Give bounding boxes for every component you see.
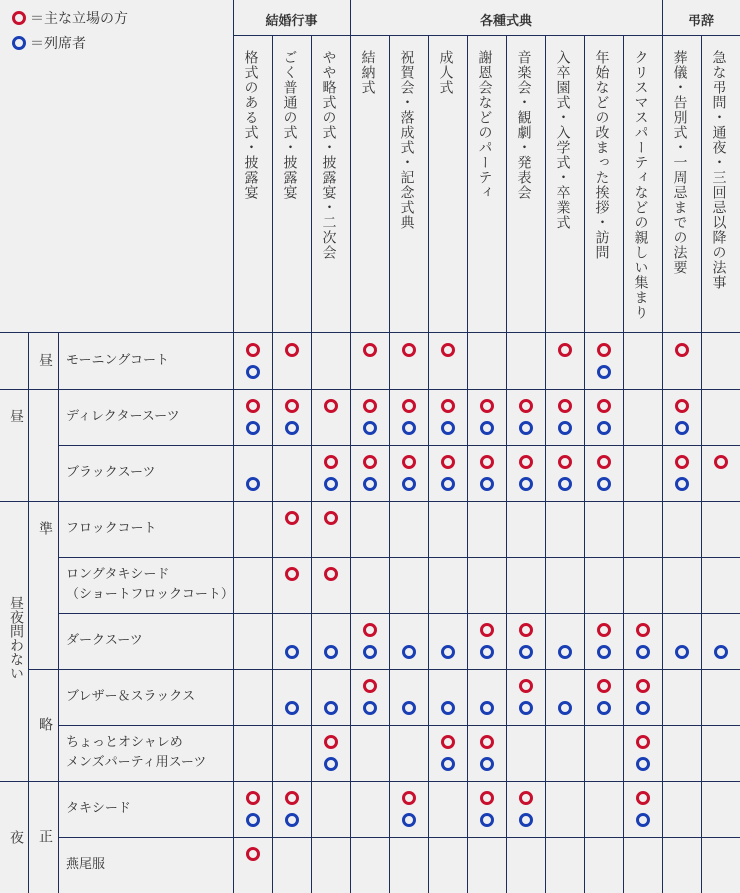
row-label: タキシード (66, 801, 131, 816)
host-mark (558, 399, 572, 413)
guest-mark (558, 645, 572, 659)
guest-mark (441, 477, 455, 491)
guest-mark (714, 645, 728, 659)
column-divider (701, 35, 702, 893)
column-header: 格式のある式・披露宴 (242, 50, 259, 200)
host-mark (597, 399, 611, 413)
guest-mark (441, 701, 455, 715)
group-divider (350, 0, 351, 893)
column-divider (389, 35, 390, 893)
host-mark (246, 847, 260, 861)
guest-mark (285, 813, 299, 827)
formality-category: 正 (37, 829, 53, 843)
time-category: 昼 (8, 409, 24, 423)
row-divider (58, 837, 740, 838)
row-label: ディレクタースーツ (66, 409, 180, 424)
column-header: 謝恩会などのパーティ (476, 50, 493, 200)
host-mark (675, 399, 689, 413)
column-header: クリスマスパーティなどの親しい集まり (632, 50, 649, 320)
guest-mark (285, 421, 299, 435)
host-mark (324, 399, 338, 413)
guest-mark (480, 421, 494, 435)
host-mark (597, 343, 611, 357)
host-mark (558, 343, 572, 357)
row-divider (58, 389, 740, 390)
column-header: ごく普通の式・披露宴 (281, 50, 298, 200)
guest-mark (597, 421, 611, 435)
row-divider (58, 445, 740, 446)
host-mark (246, 343, 260, 357)
guest-mark (402, 645, 416, 659)
guest-mark (519, 701, 533, 715)
row-divider (28, 389, 58, 390)
host-mark (363, 343, 377, 357)
column-header: 成人式 (437, 50, 454, 95)
row-divider (28, 669, 58, 670)
host-mark (285, 511, 299, 525)
guest-mark (675, 477, 689, 491)
column-header: 入卒園式・入学式・卒業式 (554, 50, 571, 230)
host-mark (675, 343, 689, 357)
host-mark (480, 735, 494, 749)
column-header: 祝賀会・落成式・記念式典 (398, 50, 415, 230)
column-divider (506, 35, 507, 893)
guest-mark (675, 421, 689, 435)
column-divider (467, 35, 468, 893)
guest-mark (480, 645, 494, 659)
host-mark (363, 679, 377, 693)
red-circle-icon (12, 11, 26, 25)
guest-mark (402, 421, 416, 435)
group-divider (662, 0, 663, 893)
row-divider (0, 781, 58, 782)
guest-mark (519, 477, 533, 491)
host-mark (636, 623, 650, 637)
guest-mark (402, 701, 416, 715)
category-divider (28, 332, 29, 893)
host-mark (363, 399, 377, 413)
host-mark (480, 791, 494, 805)
column-header: 年始などの改まった挨拶・訪問 (593, 50, 610, 260)
host-mark (441, 399, 455, 413)
guest-mark (402, 813, 416, 827)
host-mark (519, 791, 533, 805)
header-divider (233, 35, 740, 36)
host-mark (558, 455, 572, 469)
host-mark (285, 791, 299, 805)
guest-mark (519, 645, 533, 659)
host-mark (324, 455, 338, 469)
host-mark (324, 511, 338, 525)
legend-host (12, 8, 128, 28)
host-mark (363, 623, 377, 637)
column-header: 結納式 (359, 50, 376, 95)
row-divider (58, 669, 740, 670)
group-ceremony: 各種式典 (479, 14, 532, 29)
host-mark (285, 343, 299, 357)
host-mark (636, 735, 650, 749)
guest-mark (597, 645, 611, 659)
guest-mark (480, 701, 494, 715)
guest-mark (597, 477, 611, 491)
blue-circle-icon (12, 36, 26, 50)
legend-guest-label: ＝列席者 (30, 36, 86, 52)
column-divider (623, 35, 624, 893)
guest-mark (519, 421, 533, 435)
guest-mark (558, 477, 572, 491)
category-divider (58, 332, 59, 893)
guest-mark (480, 813, 494, 827)
guest-mark (324, 645, 338, 659)
row-divider (58, 725, 740, 726)
guest-mark (246, 813, 260, 827)
guest-mark (324, 701, 338, 715)
guest-mark (597, 701, 611, 715)
host-mark (480, 455, 494, 469)
header-bottom-divider (0, 332, 740, 333)
guest-mark (324, 477, 338, 491)
host-mark (714, 455, 728, 469)
guest-mark (480, 477, 494, 491)
legend-guest (12, 33, 86, 53)
row-divider (58, 557, 740, 558)
guest-mark (285, 645, 299, 659)
row-label: フロックコート (66, 521, 157, 536)
host-mark (519, 623, 533, 637)
guest-mark (597, 365, 611, 379)
row-label: ブレザー＆スラックス (66, 689, 196, 704)
guest-mark (519, 813, 533, 827)
host-mark (675, 455, 689, 469)
guest-mark (441, 645, 455, 659)
host-mark (597, 455, 611, 469)
formality-category: 昼 (37, 352, 53, 367)
guest-mark (636, 757, 650, 771)
host-mark (597, 623, 611, 637)
row-label: モーニングコート (66, 352, 169, 368)
host-mark (636, 679, 650, 693)
row-divider (0, 501, 740, 502)
host-mark (441, 455, 455, 469)
left-table-border (233, 0, 234, 893)
host-mark (519, 399, 533, 413)
row-label: ロングタキシード （ショートフロックコート） (66, 567, 234, 602)
guest-mark (363, 701, 377, 715)
guest-mark (363, 645, 377, 659)
guest-mark (246, 477, 260, 491)
formality-category: 略 (37, 717, 53, 731)
host-mark (285, 567, 299, 581)
host-mark (441, 343, 455, 357)
host-mark (246, 399, 260, 413)
host-mark (597, 679, 611, 693)
guest-mark (285, 701, 299, 715)
row-label: ダークスーツ (66, 633, 143, 648)
time-category: 夜 (8, 829, 24, 844)
column-header: やや略式の式・披露宴・二次会 (320, 50, 337, 260)
column-divider (584, 35, 585, 893)
formality-category: 準 (37, 521, 53, 535)
guest-mark (246, 421, 260, 435)
host-mark (519, 679, 533, 693)
host-mark (480, 399, 494, 413)
guest-mark (441, 757, 455, 771)
host-mark (480, 623, 494, 637)
host-mark (402, 791, 416, 805)
legend-host-label: ＝主な立場の方 (30, 11, 128, 27)
guest-mark (246, 365, 260, 379)
row-label: 燕尾服 (66, 857, 106, 872)
guest-mark (675, 645, 689, 659)
time-category: 昼夜問わない (8, 596, 24, 680)
guest-mark (402, 477, 416, 491)
guest-mark (636, 813, 650, 827)
column-header: 急な弔問・通夜・三回忌以降の法事 (710, 50, 727, 290)
host-mark (402, 455, 416, 469)
row-label: ちょっとオシャレめ メンズパーティ用スーツ (66, 735, 207, 770)
group-funeral: 弔辞 (687, 14, 714, 29)
guest-mark (558, 701, 572, 715)
host-mark (285, 399, 299, 413)
guest-mark (363, 477, 377, 491)
guest-mark (480, 757, 494, 771)
host-mark (402, 343, 416, 357)
column-divider (311, 35, 312, 893)
guest-mark (324, 757, 338, 771)
guest-mark (441, 421, 455, 435)
row-divider (58, 613, 740, 614)
host-mark (363, 455, 377, 469)
guest-mark (558, 421, 572, 435)
host-mark (519, 455, 533, 469)
guest-mark (636, 645, 650, 659)
guest-mark (363, 421, 377, 435)
host-mark (402, 399, 416, 413)
row-label: ブラックスーツ (66, 465, 156, 480)
host-mark (324, 567, 338, 581)
host-mark (441, 735, 455, 749)
host-mark (324, 735, 338, 749)
host-mark (246, 791, 260, 805)
column-divider (545, 35, 546, 893)
column-header: 音楽会・観劇・発表会 (515, 50, 532, 200)
guest-mark (636, 701, 650, 715)
host-mark (636, 791, 650, 805)
group-wedding: 結婚行事 (265, 14, 318, 29)
column-divider (428, 35, 429, 893)
column-header: 葬儀・告別式・一周忌までの法要 (671, 50, 688, 275)
row-divider (58, 781, 740, 782)
column-divider (272, 35, 273, 893)
